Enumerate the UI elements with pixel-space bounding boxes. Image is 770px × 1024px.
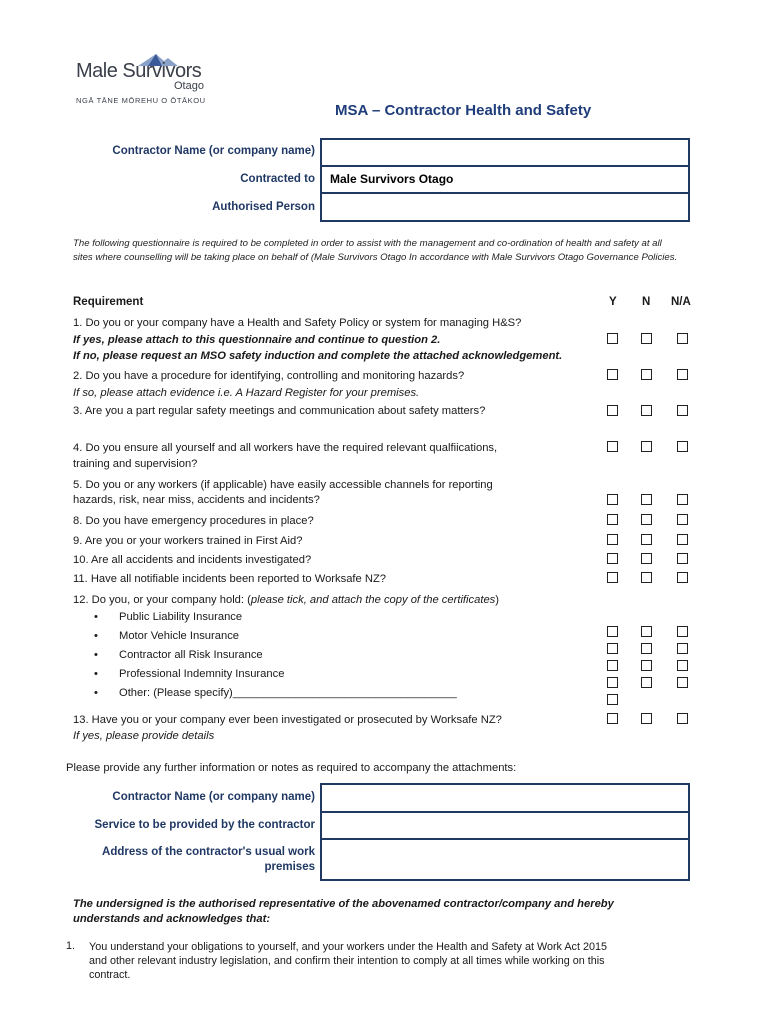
q13-na-checkbox[interactable] — [677, 713, 688, 724]
question-11: 11. Have all notifiable incidents been reported to Worksafe NZ? — [73, 573, 387, 585]
q9-no-checkbox[interactable] — [641, 534, 652, 545]
q4-yes-checkbox[interactable] — [607, 441, 618, 452]
question-3: 3. Are you a part regular safety meetings and communication about safety matters? — [73, 405, 486, 417]
q4-no-checkbox[interactable] — [641, 441, 652, 452]
contractor-name-label: Contractor Name (or company name) — [112, 145, 315, 157]
question-1-no-note: If no, please request an MSO safety induction and complete the attached acknowledgement. — [73, 350, 563, 362]
q12-contractor-risk-yes-checkbox[interactable] — [607, 660, 618, 671]
question-13: 13. Have you or your company ever been investigated or prosecuted by Worksafe NZ? — [73, 714, 502, 726]
authorised-person-label: Authorised Person — [212, 201, 315, 213]
insurance-item-contractor-risk: • Contractor all Risk Insurance — [119, 649, 263, 661]
logo-name: Male Survivors — [76, 60, 202, 82]
service-field[interactable] — [320, 811, 690, 840]
logo-sub: Otago — [174, 80, 204, 92]
acknowledgement-item-1-line-1: You understand your obligations to yourself, and your workers under the Health and Safety at Work Act 2015 — [89, 941, 607, 953]
q1-na-checkbox[interactable] — [677, 333, 688, 344]
q12-public-liability-yes-checkbox[interactable] — [607, 626, 618, 637]
insurance-item-public-liability: • Public Liability Insurance — [119, 611, 242, 623]
q11-no-checkbox[interactable] — [641, 572, 652, 583]
q5-yes-checkbox[interactable] — [607, 494, 618, 505]
requirement-header: Requirement — [73, 296, 144, 308]
question-12-instruction: please tick, and attach the copy of the certificates — [250, 594, 496, 606]
q12-professional-indemnity-na-checkbox[interactable] — [677, 677, 688, 688]
question-1-yes-note: If yes, please attach to this questionnaire and continue to question 2. — [73, 334, 441, 346]
q12-other-checkbox[interactable] — [607, 694, 618, 705]
address-field[interactable] — [320, 838, 690, 881]
q2-no-checkbox[interactable] — [641, 369, 652, 380]
q12-professional-indemnity-yes-checkbox[interactable] — [607, 677, 618, 688]
page-title: MSA – Contractor Health and Safety — [335, 102, 592, 119]
q10-no-checkbox[interactable] — [641, 553, 652, 564]
q12-public-liability-na-checkbox[interactable] — [677, 626, 688, 637]
contractor-name-field[interactable] — [320, 138, 690, 167]
question-13-note: If yes, please provide details — [73, 730, 215, 742]
question-5-line-2: hazards, risk, near miss, accidents and incidents? — [73, 494, 320, 506]
q8-na-checkbox[interactable] — [677, 514, 688, 525]
question-8: 8. Do you have emergency procedures in place? — [73, 515, 314, 527]
q5-no-checkbox[interactable] — [641, 494, 652, 505]
attachment-contractor-name-label: Contractor Name (or company name) — [112, 791, 315, 803]
acknowledgement-item-1-line-3: contract. — [89, 969, 131, 981]
acknowledgement-item-1-line-2: and other relevant industry legislation, and confirm their intention to comply at all times while working on this — [89, 955, 605, 967]
question-4-line-2: training and supervision? — [73, 458, 198, 470]
q3-no-checkbox[interactable] — [641, 405, 652, 416]
question-10: 10. Are all accidents and incidents investigated? — [73, 554, 312, 566]
q1-yes-checkbox[interactable] — [607, 333, 618, 344]
q8-no-checkbox[interactable] — [641, 514, 652, 525]
contracted-to-label: Contracted to — [240, 173, 315, 185]
question-12-close: ) — [495, 594, 499, 606]
insurance-item-other: • Other: (Please specify)____________________________________ — [119, 687, 457, 699]
na-column-header: N/A — [671, 296, 691, 308]
acknowledgement-heading-line-2: understands and acknowledges that: — [73, 913, 271, 925]
question-12-text: 12. Do you, or your company hold: ( — [73, 594, 251, 606]
authorised-person-field[interactable] — [320, 192, 690, 222]
q5-na-checkbox[interactable] — [677, 494, 688, 505]
attachment-contractor-name-field[interactable] — [320, 783, 690, 813]
q9-yes-checkbox[interactable] — [607, 534, 618, 545]
acknowledgement-heading-line-1: The undersigned is the authorised representative of the abovenamed contractor/company and hereby — [73, 898, 614, 910]
acknowledgement-item-number: 1. — [66, 940, 76, 952]
question-2-note: If so, please attach evidence i.e. A Hazard Register for your premises. — [73, 387, 420, 399]
q12-contractor-risk-no-checkbox[interactable] — [641, 660, 652, 671]
question-9: 9. Are you or your workers trained in First Aid? — [73, 535, 303, 547]
q12-motor-vehicle-na-checkbox[interactable] — [677, 643, 688, 654]
q9-na-checkbox[interactable] — [677, 534, 688, 545]
q12-motor-vehicle-yes-checkbox[interactable] — [607, 643, 618, 654]
q11-yes-checkbox[interactable] — [607, 572, 618, 583]
q12-motor-vehicle-no-checkbox[interactable] — [641, 643, 652, 654]
q1-no-checkbox[interactable] — [641, 333, 652, 344]
insurance-item-professional-indemnity: • Professional Indemnity Insurance — [119, 668, 284, 680]
q10-yes-checkbox[interactable] — [607, 553, 618, 564]
q12-professional-indemnity-no-checkbox[interactable] — [641, 677, 652, 688]
q8-yes-checkbox[interactable] — [607, 514, 618, 525]
question-1: 1. Do you or your company have a Health and Safety Policy or system for managing H&S? — [73, 317, 522, 329]
q4-na-checkbox[interactable] — [677, 441, 688, 452]
q2-na-checkbox[interactable] — [677, 369, 688, 380]
address-label-line-1: Address of the contractor's usual work — [102, 846, 315, 858]
acknowledgement-item-1 — [89, 940, 607, 982]
no-column-header: N — [642, 296, 651, 308]
contracted-to-field[interactable] — [320, 165, 690, 194]
service-label: Service to be provided by the contractor — [94, 819, 315, 831]
question-12 — [73, 593, 499, 607]
q10-na-checkbox[interactable] — [677, 553, 688, 564]
q3-yes-checkbox[interactable] — [607, 405, 618, 416]
q13-yes-checkbox[interactable] — [607, 713, 618, 724]
contracted-to-value: Male Survivors Otago — [330, 172, 454, 186]
q13-no-checkbox[interactable] — [641, 713, 652, 724]
q3-na-checkbox[interactable] — [677, 405, 688, 416]
question-2: 2. Do you have a procedure for identifying, controlling and monitoring hazards? — [73, 370, 465, 382]
address-label-line-2: premises — [264, 861, 315, 873]
q11-na-checkbox[interactable] — [677, 572, 688, 583]
q12-contractor-risk-na-checkbox[interactable] — [677, 660, 688, 671]
q2-yes-checkbox[interactable] — [607, 369, 618, 380]
organisation-logo — [74, 52, 224, 108]
question-5-line-1: 5. Do you or any workers (if applicable) have easily accessible channels for reporting — [73, 479, 493, 491]
q12-public-liability-no-checkbox[interactable] — [641, 626, 652, 637]
yes-column-header: Y — [609, 296, 617, 308]
intro-text: The following questionnaire is required to be completed in order to assist with the management and co-ordination of health and safety at all sites where counselling will be taking place on behalf of (Male Survivors Otago In accordance with Male Survivors Otago Governance Policies. — [73, 238, 678, 263]
notes-prompt: Please provide any further information or notes as required to accompany the attachments: — [66, 762, 517, 774]
logo-tagline: NGĀ TĀNE MŌREHU O ŌTĀKOU — [76, 96, 206, 105]
insurance-item-motor-vehicle: • Motor Vehicle Insurance — [119, 630, 239, 642]
question-4-line-1: 4. Do you ensure all yourself and all workers have the required relevant qualfiications, — [73, 442, 498, 454]
